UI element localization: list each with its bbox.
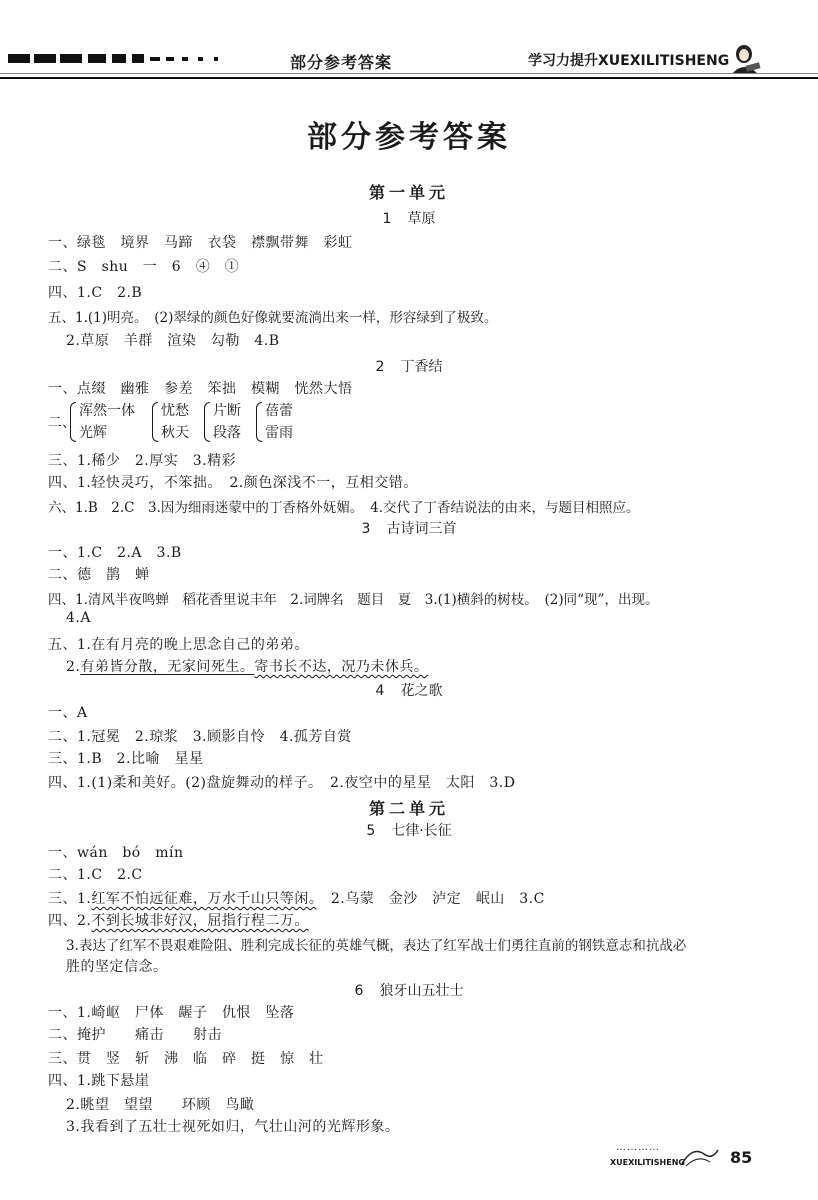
page-header [0,40,818,80]
answer-prefix: 三、1. [48,891,92,907]
lesson-title: 丁香结 [400,359,443,375]
answer-line: 五、1.(1)明亮。 (2)翠绿的颜色好像就要流淌出来一样，形容绿到了极致。 [48,310,498,326]
answer-line: 二、1.C 2.C [48,867,143,883]
answer-line: 一、绿毯 境界 马蹄 衣袋 襟飘带舞 彩虹 [48,235,353,251]
lesson-title: 古诗词三首 [386,521,457,537]
answer-prefix: 2. [66,659,81,675]
brace-word: 段落 [213,425,241,441]
lesson-title: 草原 [407,211,436,227]
answer-line: 一、点缀 幽雅 参差 笨拙 模糊 恍然大悟 [48,381,353,397]
answer-line: 四、1.(1)柔和美好。(2)盘旋舞动的样子。 2.夜空中的星星 太阳 3.D [48,775,516,791]
page-number: 85 [730,1148,753,1167]
lesson-number: 6 [354,983,364,999]
lesson-heading [0,356,818,376]
answer-line: 一、wán bó mín [48,845,184,861]
answer-line [48,888,545,908]
answer-line: 三、1.B 2.比喻 星星 [48,751,204,767]
answer-line: 3.我看到了五壮士视死如归，气壮山河的光辉形象。 [66,1119,400,1135]
answer-line: 2.草原 羊群 渲染 勾勒 4.B [66,333,280,349]
answer-prefix: 四、2. [48,913,92,929]
lesson-number: 1 [382,211,392,227]
wavy-underlined-answer: 寄书长不达，况乃未休兵。 [254,659,429,675]
lesson-heading [0,208,818,228]
lesson-heading [0,980,818,1000]
wavy-underlined-answer: 红军不怕远征难，万水千山只等闲。 [91,891,317,907]
answer-text: 2.乌蒙 金沙 泸定 岷山 3.C [330,891,545,907]
answer-line: 一、1.C 2.A 3.B [48,545,182,561]
lesson-heading [0,518,818,538]
answer-line: 二、S shu 一 6 ④ ① [48,259,240,275]
answer-line: 四、1.清风半夜鸣蝉 稻花香里说丰年 2.词牌名 题目 夏 3.(1)横斜的树枝。 (2)同“现”，出现。 [48,592,659,608]
lesson-number: 4 [375,683,385,699]
answer-line: 六、1.B 2.C 3.因为细雨迷蒙中的丁香格外妩媚。 4.交代了丁香结说法的由来，与题目相照应。 [48,500,640,516]
lesson-number: 3 [361,521,371,537]
page-footer [600,1140,818,1180]
header-rule-thin [0,73,818,74]
answer-line: 3.表达了红军不畏艰难险阻、胜利完成长征的英雄气概，表达了红军战士们勇往直前的钢铁意志和抗战必 [66,938,687,954]
answer-line: 五、1.在有月亮的晚上思念自己的弟弟。 [48,637,309,653]
header-brand: 学习力提升XUEXILITISHENG [528,53,730,69]
answer-line: 二、1.冠冕 2.琼浆 3.顾影自怜 4.孤芳自赏 [48,729,352,745]
swirl-ornament-icon [680,1144,720,1168]
brace-word: 片断 [213,403,241,419]
answer-line: 四、1.轻快灵巧，不笨拙。 2.颜色深浅不一，互相交错。 [48,475,418,491]
lesson-heading [0,820,818,840]
unit-heading: 第二单元 [368,799,449,818]
lesson-heading [0,680,818,700]
underlined-answer: 有弟皆分散，无家问死生。 [80,659,255,675]
answer-line: 二、掩护 痛击 射击 [48,1027,222,1043]
lesson-title: 花之歌 [400,683,443,699]
answer-line: 2.眺望 望望 环顾 鸟瞰 [66,1097,255,1113]
answer-line: 三、1.稀少 2.厚实 3.精彩 [48,453,237,469]
unit-heading: 第一单元 [368,183,449,202]
lesson-number: 5 [366,823,376,839]
lesson-title: 狼牙山五壮士 [379,983,464,999]
answer-label: 二、 [48,415,76,431]
answer-line [66,656,428,676]
answer-line: 二、德 鹊 蝉 [48,567,150,583]
lesson-title: 七律·长征 [391,823,452,839]
brace-word: 浑然一体 [79,403,135,419]
answer-line: 4.A [66,610,91,626]
answer-line [48,910,309,930]
answer-line: 一、1.崎岖 尸体 龌子 仇恨 坠落 [48,1005,295,1021]
header-rule [0,77,818,79]
student-figure-icon [728,44,762,74]
lesson-number: 2 [375,359,385,375]
answer-line: 四、1.C 2.B [48,285,143,301]
footer-brand: XUEXILITISHENG [610,1158,685,1167]
footer-dots: ………… [616,1142,660,1153]
header-dash-decoration [8,54,238,66]
brace-word: 光辉 [79,425,107,441]
wavy-underlined-answer: 不到长城非好汉，屈指行程二万。 [91,913,309,929]
answer-line: 胜的坚定信念。 [66,959,168,975]
answer-line: 一、A [48,705,88,721]
answer-line: 四、1.跳下悬崖 [48,1073,150,1089]
brace-word: 雷雨 [265,425,293,441]
brace-word: 忧愁 [161,403,189,419]
answer-line: 三、贯 竖 斩 沸 临 碎 挺 惊 壮 [48,1051,324,1067]
header-title: 部分参考答案 [290,53,393,72]
brace-word: 秋天 [161,425,189,441]
page-title: 部分参考答案 [307,120,511,155]
brace-word: 蓓蕾 [265,403,293,419]
